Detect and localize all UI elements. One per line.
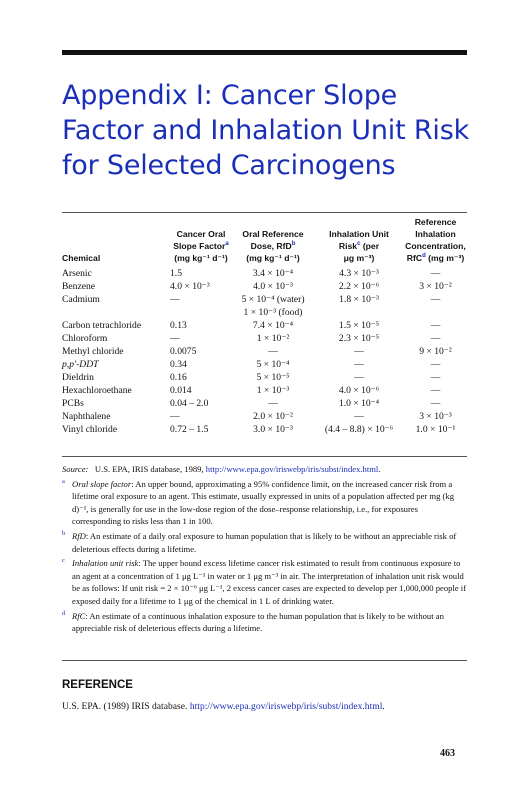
reference-link[interactable]: http://www.epa.gov/iriswebp/iris/subst/index.html xyxy=(189,701,383,712)
footnote-d: d RfC: An estimate of a continuous inhalation exposure to the human population that is likely to be without an appreciable risk of deleterious effects during a lifetime. xyxy=(62,609,444,634)
top-rule xyxy=(62,50,467,55)
table-row: Dieldrin 0.16 5 × 10⁻⁵ — — xyxy=(62,372,441,383)
table-row: Methyl chloride 0.0075 — — 9 × 10⁻² xyxy=(62,346,452,357)
header-slope-factor: Cancer Oral Slope Factor$^a$ (mg kg⁻¹ d⁻¹) xyxy=(173,229,229,263)
table-notes xyxy=(62,463,467,637)
table-row: 1 × 10⁻³ (food) xyxy=(243,307,303,318)
table-header-row xyxy=(62,216,467,267)
carcinogen-table xyxy=(62,216,467,436)
header-chemical: Chemical xyxy=(62,253,101,263)
table-row: PCBs 0.04 – 2.0 — 1.0 × 10⁻⁴ — xyxy=(62,398,441,409)
table-row: Naphthalene — 2.0 × 10⁻² — 3 × 10⁻³ xyxy=(62,411,452,422)
footnote-a: a Oral slope factor: An upper bound, approximating a 95% confidence limit, on the increased cancer risk from a lifetime oral exposure to an agent. This estimate, usually expressed in units of a population affected per mg (kg d)⁻¹, is generally for use in the low-dose region of the dose–response relationship, i.e., for exposures corresponding to risks less than 1 in 100. xyxy=(62,477,454,527)
page-title: Appendix I: Cancer Slope Factor and Inhalation Unit Risk for Selected Carcinogens xyxy=(62,80,470,181)
header-inhalation-unit-risk: Inhalation Unit Risk$^c$ (per μg m⁻³) xyxy=(329,229,389,263)
source-note: Source: U.S. EPA, IRIS database, 1989, http://www.epa.gov/iriswebp/iris/subst/index.html. xyxy=(62,464,381,474)
table-top-rule xyxy=(62,212,467,213)
table-bottom-rule xyxy=(62,456,467,457)
header-rfc: Reference Inhalation Concentration, RfC$^d$ (mg m⁻³) xyxy=(405,217,466,263)
table-row: Benzene 4.0 × 10⁻³ 4.0 × 10⁻³ 2.2 × 10⁻⁶ 3 × 10⁻² xyxy=(62,281,452,292)
table-row: Arsenic 1.5 3.4 × 10⁻⁴ 4.3 × 10⁻³ — xyxy=(62,268,441,279)
footnote-b: b RfD: An estimate of a daily oral exposure to human population that is likely to be without an appreciable risk of deleterious effects during a lifetime. xyxy=(62,529,457,554)
table-row: Carbon tetrachloride 0.13 7.4 × 10⁻⁴ 1.5 × 10⁻⁵ — xyxy=(62,320,441,331)
table-row: p,p′-DDT 0.34 5 × 10⁻⁴ — — xyxy=(62,359,441,370)
reference-heading: REFERENCE xyxy=(62,679,133,691)
notes-bottom-rule xyxy=(62,660,467,661)
page-number: 463 xyxy=(440,748,455,759)
reference-entry: U.S. EPA. (1989) IRIS database. http://www.epa.gov/iriswebp/iris/subst/index.html. xyxy=(62,701,385,712)
source-link[interactable]: http://www.epa.gov/iriswebp/iris/subst/index.html xyxy=(205,464,379,474)
footnote-c: c Inhalation unit risk: The upper bound excess lifetime cancer risk estimated to result from continuous exposure to an agent at a concentration of 1 μg L⁻¹ in water or 1 μg m⁻³ in air. The interpretation of inhalation unit risk would be as follows: If unit risk = 2 × 10⁻⁶ μg L⁻¹, 2 excess cancer cases are expected to develop per 1,000,000 people if exposed daily for a lifetime to 1 μg of the chemical in 1 L of drinking water. xyxy=(62,557,467,606)
header-rfd: Oral Reference Dose, RfD$^b$ (mg kg⁻¹ d⁻¹) xyxy=(242,229,304,263)
table-row: Chloroform — 1 × 10⁻² 2.3 × 10⁻⁵ — xyxy=(62,333,441,344)
table-row: Hexachloroethane 0.014 1 × 10⁻³ 4.0 × 10⁻⁶ — xyxy=(62,385,441,396)
table-row: Cadmium — 5 × 10⁻⁴ (water) 1.8 × 10⁻³ — xyxy=(62,294,441,305)
table-row: Vinyl chloride 0.72 – 1.5 3.0 × 10⁻³ (4.4 – 8.8) × 10⁻⁶ 1.0 × 10⁻¹ xyxy=(62,424,456,435)
